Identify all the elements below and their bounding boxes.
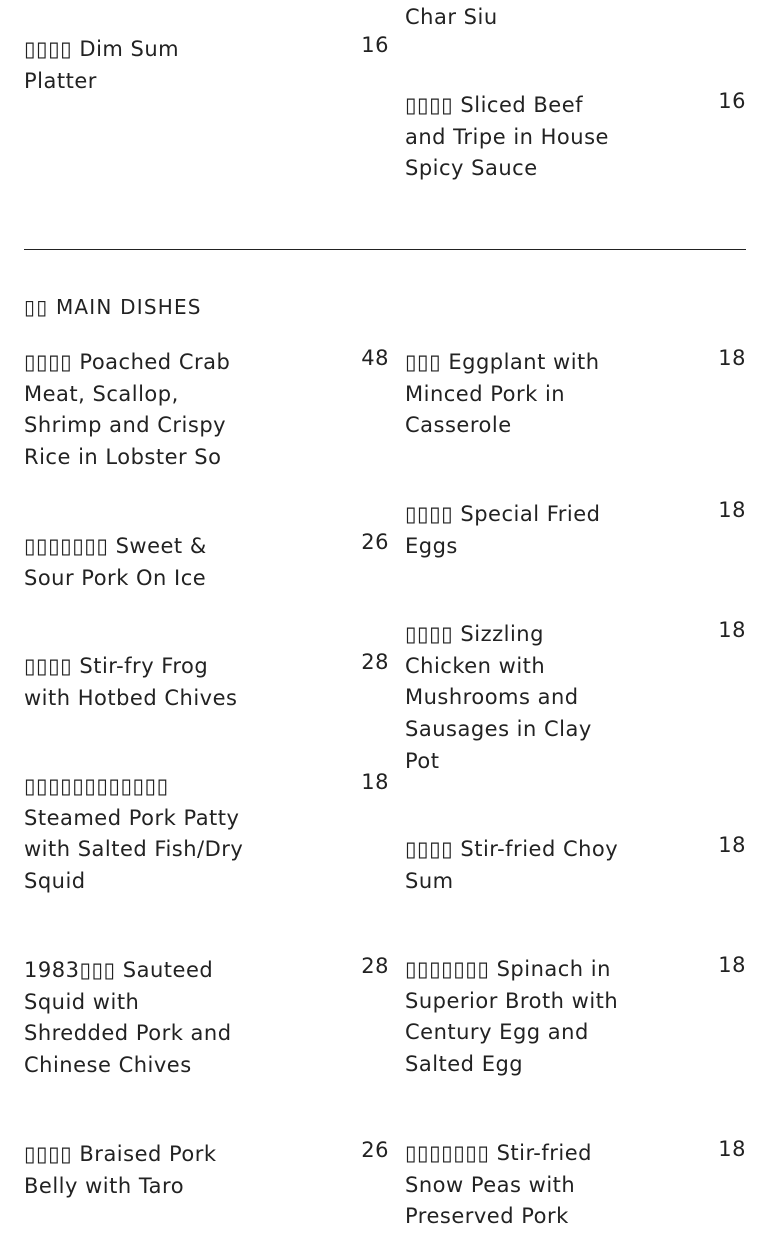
menu-item-name: ▯▯▯▯▯▯▯ Sweet & Sour Pork On Ice [24, 534, 207, 590]
menu-item-price: 18 [718, 953, 746, 977]
menu-item-price: 18 [718, 498, 746, 522]
menu-item-name: ▯▯▯▯ Stir-fry Frog with Hotbed Chives [24, 654, 238, 710]
menu-item-name: ▯▯▯▯▯▯▯ Spinach in Superior Broth with Century Egg and Salted Egg [405, 957, 619, 1077]
menu-item-name: ▯▯▯▯ Poached Crab Meat, Scallop, Shrimp and Crispy Rice in Lobster So [24, 350, 231, 470]
menu-item-price: 18 [718, 1137, 746, 1161]
menu-item-price: 18 [361, 770, 389, 794]
menu-item-price: 16 [718, 89, 746, 113]
menu-item-name: ▯▯▯ Eggplant with Minced Pork in Casserole [405, 350, 600, 438]
menu-item-price: 26 [361, 1138, 389, 1162]
section-divider [24, 249, 746, 250]
menu-item-price: 28 [361, 650, 389, 674]
menu-item-name: ▯▯▯▯ Special Fried Eggs [405, 502, 601, 558]
menu-item-name: ▯▯▯▯▯▯▯ Stir-fried Snow Peas with Preserved Pork [405, 1141, 592, 1229]
section-title: ▯▯ MAIN DISHES [24, 295, 202, 319]
menu-item-price: 18 [718, 346, 746, 370]
menu-item-price: 18 [718, 618, 746, 642]
menu-item-name: ▯▯▯▯ Sizzling Chicken with Mushrooms and Sausages in Clay Pot [405, 622, 592, 773]
menu-item-name: ▯▯▯▯ Dim Sum Platter [24, 37, 180, 93]
menu-item-name: Char Siu [405, 5, 498, 29]
menu-item-price: 26 [361, 530, 389, 554]
menu-item-price: 48 [361, 346, 389, 370]
menu-item-price: 28 [361, 954, 389, 978]
menu-item-price: 18 [718, 833, 746, 857]
menu-item-price: 16 [361, 33, 389, 57]
menu-item-name: ▯▯▯▯ Stir-fried Choy Sum [405, 837, 619, 893]
menu-item-name: 1983▯▯▯ Sauteed Squid with Shredded Pork and Chinese Chives [24, 958, 232, 1078]
menu-item-name: ▯▯▯▯ Sliced Beef and Tripe in House Spicy Sauce [405, 93, 609, 181]
menu-item-name: ▯▯▯▯ Braised Pork Belly with Taro [24, 1142, 217, 1198]
menu-item-name: ▯▯▯▯▯▯▯▯▯▯▯▯ Steamed Pork Patty with Salted Fish/Dry Squid [24, 774, 244, 894]
